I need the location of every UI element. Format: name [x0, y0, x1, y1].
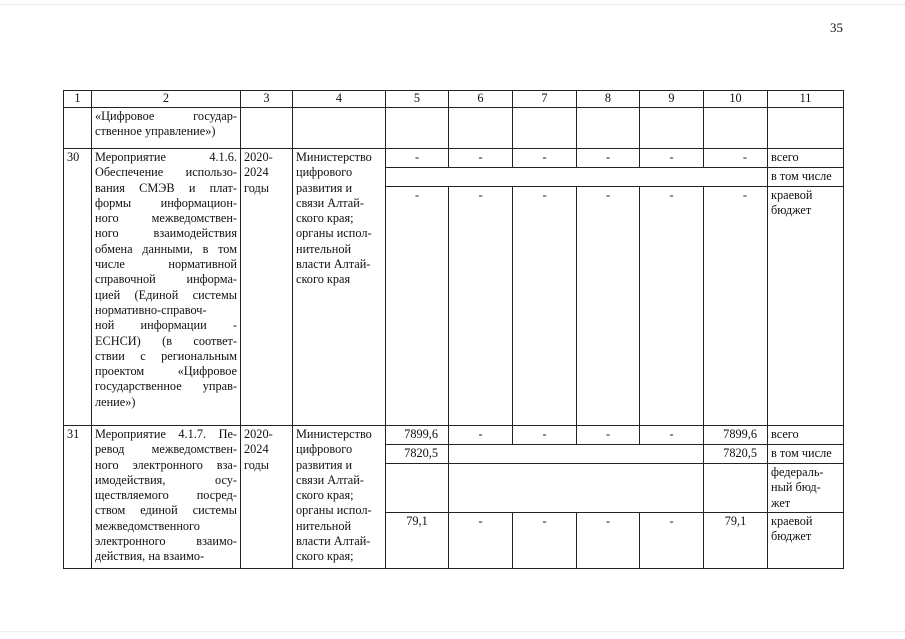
value-cell: 79,1: [386, 513, 449, 569]
continued-row: [64, 108, 844, 149]
cell-line: годы: [244, 457, 270, 472]
value-cell: -: [449, 187, 513, 426]
value-cell: -: [577, 426, 640, 445]
header-cell: 6: [449, 91, 513, 108]
header-cell: 5: [386, 91, 449, 108]
source-cell: краевой бюджет: [768, 513, 844, 569]
value-cell: -: [640, 149, 704, 168]
value-cell: -: [640, 187, 704, 426]
header-cell: 9: [640, 91, 704, 108]
cell-line: обмена данными, в том: [95, 241, 237, 256]
cell-line: цифрового: [296, 165, 353, 180]
table-row: [64, 149, 844, 168]
cell-line: межведомственного: [95, 518, 200, 533]
source-cell: краевой бюджет: [768, 187, 844, 426]
page-number: 35: [830, 20, 843, 35]
cell-line: ского края;: [296, 549, 354, 564]
value-cell: 79,1: [704, 513, 768, 569]
cell-line: ством единой системы: [95, 503, 237, 518]
cell-line: ревод межведомствен-: [95, 442, 237, 457]
scan-edge-top: [0, 4, 905, 6]
value-cell: 7899,6: [704, 426, 768, 445]
value-cell: 7899,6: [386, 426, 449, 445]
cell-line: годы: [244, 180, 270, 195]
cell-line: электронного взаимо-: [95, 534, 237, 549]
cell-line: ществляемого посред-: [95, 488, 237, 503]
cell-line: Обеспечение использо-: [95, 165, 237, 180]
value-cell: -: [449, 426, 513, 445]
source-cell: в том числе: [768, 445, 844, 464]
cell-line: имодействия, осу-: [95, 472, 237, 487]
cell-line: ского края;: [296, 211, 354, 226]
cell-line: связи Алтай-: [296, 195, 364, 210]
value-cell: -: [704, 187, 768, 426]
header-cell: 3: [241, 91, 293, 108]
cell-line: 2024: [244, 165, 269, 180]
cell-line: ление»): [95, 394, 136, 409]
cell-line: ЕСНСИ) (в соответ-: [95, 333, 237, 348]
cell-line: проектом «Цифровое: [95, 364, 237, 379]
cell-line: Министерство: [296, 427, 372, 441]
source-cell: всего: [768, 149, 844, 168]
source-cell: всего: [768, 426, 844, 445]
cell-line: справочной информа-: [95, 272, 237, 287]
table-row: [64, 426, 844, 445]
value-cell-merged: [449, 464, 704, 513]
cell-line: ного взаимодействия: [95, 226, 237, 241]
cell-line: цифрового: [296, 442, 353, 457]
value-cell: -: [513, 426, 577, 445]
value-cell: -: [449, 149, 513, 168]
row-description: [92, 426, 241, 569]
header-cell: 11: [768, 91, 844, 108]
value-cell: -: [513, 149, 577, 168]
header-cell: 10: [704, 91, 768, 108]
value-cell: -: [577, 149, 640, 168]
value-cell: -: [386, 187, 449, 426]
value-cell: -: [640, 513, 704, 569]
row-number: 30: [64, 149, 92, 426]
cell-line: государственное управ-: [95, 379, 237, 394]
value-cell: 7820,5: [704, 445, 768, 464]
cell-line: действия, на взаимо-: [95, 549, 205, 564]
cell-line: числе нормативной: [95, 257, 237, 272]
source-cell: федераль- ный бюд- жет: [768, 464, 844, 513]
cell-line: нормативно-справоч-: [95, 302, 207, 317]
cell-line: развития и: [296, 457, 353, 472]
cell-line: ского края: [296, 272, 351, 287]
value-cell: -: [577, 513, 640, 569]
row-period: [241, 426, 293, 569]
value-cell: 7820,5: [386, 445, 449, 464]
value-cell: -: [449, 513, 513, 569]
source-cell: в том числе: [768, 168, 844, 187]
continued-description: «Цифровое государ- ственное управление»): [92, 108, 241, 149]
value-cell-merged: [449, 445, 704, 464]
header-cell: 7: [513, 91, 577, 108]
cell-line: ствии с региональным: [95, 348, 237, 363]
cell-line: органы испол-: [296, 503, 372, 518]
value-cell: -: [513, 187, 577, 426]
cell-line: ного межведомствен-: [95, 211, 237, 226]
value-cell: [386, 464, 449, 513]
value-cell: -: [704, 149, 768, 168]
cell-line: ной информации -: [95, 318, 237, 333]
value-cell-merged: [386, 168, 768, 187]
cell-line: власти Алтай-: [296, 257, 371, 272]
row-executor: [293, 149, 386, 426]
cell-line: цией (Единой системы: [95, 287, 237, 302]
cell-line: 2024: [244, 442, 269, 457]
scan-edge-bottom: [0, 631, 905, 633]
header-row: [64, 91, 844, 108]
cell-line: развития и: [296, 180, 353, 195]
cell-line: ного электронного вза-: [95, 457, 237, 472]
header-cell: 1: [64, 91, 92, 108]
cell-line: 2020-: [244, 427, 273, 441]
cell-line: Мероприятие 4.1.7. Пе-: [95, 427, 237, 441]
row-executor: [293, 426, 386, 569]
value-cell: [704, 464, 768, 513]
row-description: [92, 149, 241, 426]
cell-line: власти Алтай-: [296, 534, 371, 549]
value-cell: -: [386, 149, 449, 168]
program-table: [63, 90, 844, 569]
cell-line: органы испол-: [296, 226, 372, 241]
cell-line: формы информацион-: [95, 195, 237, 210]
cell-line: ского края;: [296, 488, 354, 503]
value-cell: -: [513, 513, 577, 569]
cell-line: 2020-: [244, 150, 273, 164]
cell-line: нительной: [296, 518, 352, 533]
value-cell: -: [577, 187, 640, 426]
row-number: 31: [64, 426, 92, 569]
cell-line: связи Алтай-: [296, 472, 364, 487]
header-cell: 2: [92, 91, 241, 108]
header-cell: 4: [293, 91, 386, 108]
cell-line: Министерство: [296, 150, 372, 164]
value-cell: -: [640, 426, 704, 445]
header-cell: 8: [577, 91, 640, 108]
row-period: [241, 149, 293, 426]
cell-line: нительной: [296, 241, 352, 256]
cell-line: Мероприятие 4.1.6.: [95, 150, 237, 164]
cell-line: вания СМЭВ и плат-: [95, 180, 237, 195]
